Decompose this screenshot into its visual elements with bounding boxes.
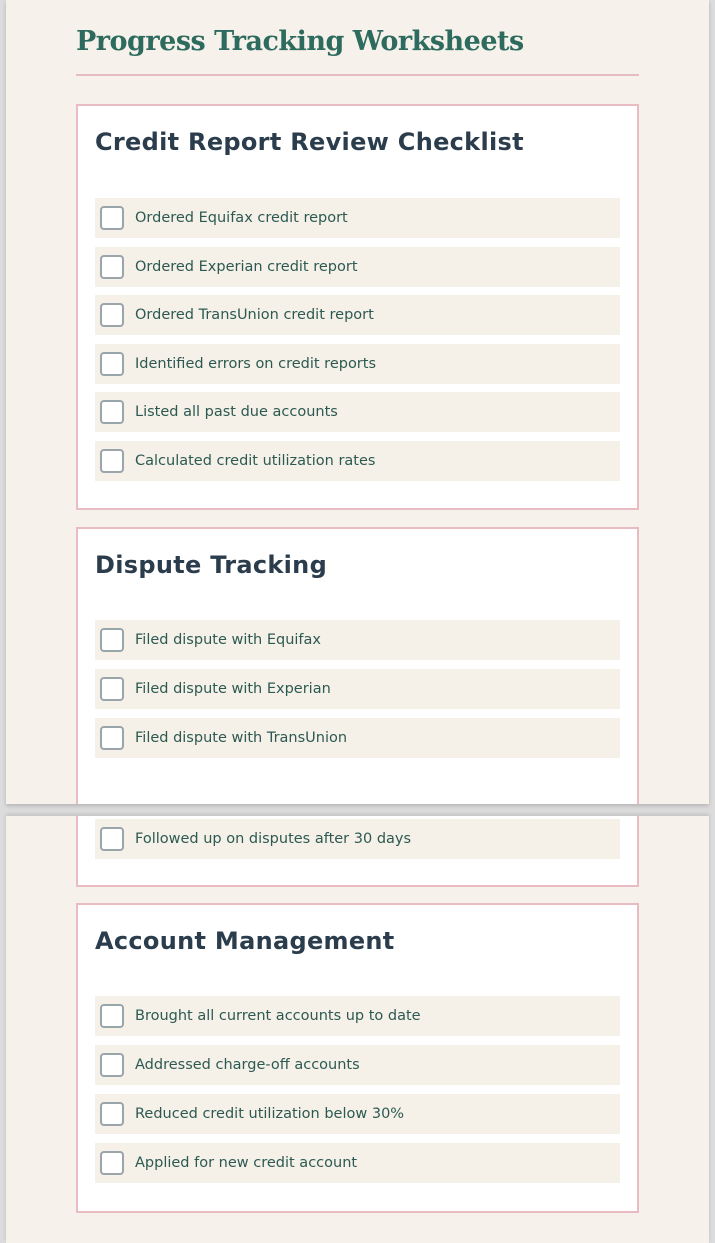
checkbox[interactable] [100, 400, 124, 424]
checklist-item-label: Listed all past due accounts [135, 404, 338, 420]
checkbox[interactable] [100, 726, 124, 750]
checkbox[interactable] [100, 206, 124, 230]
checklist-item[interactable] [95, 295, 620, 335]
section-heading: Account Management [95, 927, 395, 955]
checkbox[interactable] [100, 1151, 124, 1175]
checklist-item[interactable] [95, 344, 620, 384]
checklist-item[interactable] [95, 620, 620, 660]
checklist-item-label: Filed dispute with Experian [135, 681, 331, 697]
checklist-item[interactable] [95, 1045, 620, 1085]
checklist-item[interactable] [95, 392, 620, 432]
checklist-item-label: Filed dispute with Equifax [135, 632, 322, 648]
section-dispute-tracking-continued [76, 816, 639, 887]
checklist-item[interactable] [95, 198, 620, 238]
checklist-item[interactable] [95, 669, 620, 709]
section-dispute-tracking [76, 527, 639, 804]
checklist-item-label: Brought all current accounts up to date [135, 1008, 421, 1024]
worksheet-page-2 [6, 816, 709, 1243]
checklist-item-label: Followed up on disputes after 30 days [135, 831, 412, 847]
checklist-item-label: Calculated credit utilization rates [135, 453, 376, 469]
checklist-item-label: Identified errors on credit reports [135, 356, 377, 372]
checklist-item[interactable] [95, 1143, 620, 1183]
checkbox[interactable] [100, 677, 124, 701]
checkbox[interactable] [100, 628, 124, 652]
checklist-item[interactable] [95, 819, 620, 859]
section-account-management [76, 903, 639, 1213]
checkbox[interactable] [100, 255, 124, 279]
worksheet-page-1 [6, 0, 709, 804]
checklist-item[interactable] [95, 1094, 620, 1134]
checklist-item-label: Reduced credit utilization below 30% [135, 1106, 405, 1122]
checklist-item-label: Ordered Experian credit report [135, 259, 358, 275]
checklist-item-label: Ordered TransUnion credit report [135, 307, 374, 323]
checkbox[interactable] [100, 352, 124, 376]
section-heading: Dispute Tracking [95, 551, 328, 579]
checklist-item[interactable] [95, 247, 620, 287]
checklist-item-label: Addressed charge-off accounts [135, 1057, 360, 1073]
section-credit-report-review [76, 104, 639, 510]
title-divider [76, 74, 639, 76]
checklist-item-label: Applied for new credit account [135, 1155, 358, 1171]
checkbox[interactable] [100, 1004, 124, 1028]
checkbox[interactable] [100, 1102, 124, 1126]
checkbox[interactable] [100, 303, 124, 327]
checkbox[interactable] [100, 1053, 124, 1077]
checklist-item[interactable] [95, 996, 620, 1036]
checkbox[interactable] [100, 449, 124, 473]
page-title: Progress Tracking Worksheets [76, 26, 524, 57]
checkbox[interactable] [100, 827, 124, 851]
checklist-item[interactable] [95, 718, 620, 758]
checklist-item-label: Filed dispute with TransUnion [135, 730, 348, 746]
checklist-item-label: Ordered Equifax credit report [135, 210, 348, 226]
section-heading: Credit Report Review Checklist [95, 128, 524, 156]
checklist-item[interactable] [95, 441, 620, 481]
